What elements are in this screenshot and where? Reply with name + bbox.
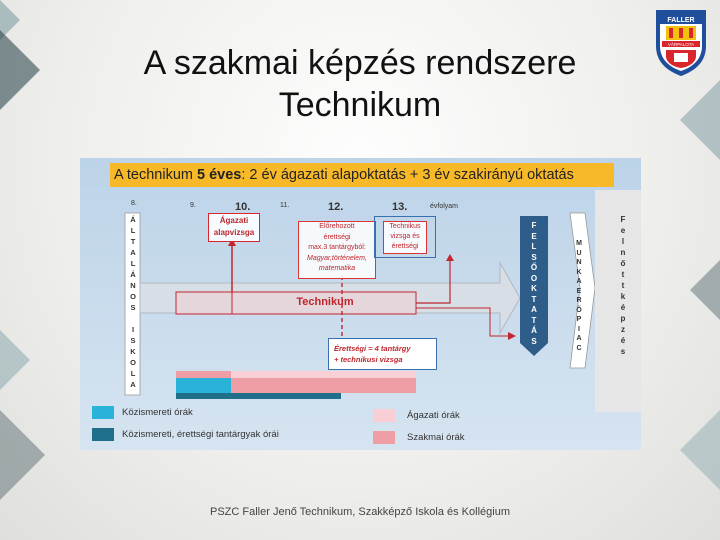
vertical-letter: O xyxy=(130,292,136,301)
agazati-alapvizsga-line1: Ágazati xyxy=(219,216,249,225)
vertical-letter: Á xyxy=(130,270,136,279)
title-line-2: Technikum xyxy=(278,86,442,124)
grade-10: 10. xyxy=(235,201,251,213)
vertical-letter: n xyxy=(620,248,626,257)
legend-kozismereti: Közismereti órák xyxy=(122,407,193,418)
vertical-letter: O xyxy=(130,358,136,367)
vertical-letter: T xyxy=(531,315,537,325)
legend-szakmai: Szakmai órák xyxy=(407,432,465,443)
vertical-letter: K xyxy=(130,347,136,356)
technikum-bar-label: Technikum xyxy=(296,296,354,308)
bar-szakmai xyxy=(231,378,416,393)
technikus-vizsga-box xyxy=(374,216,436,258)
legend-swatch-kozismereti-erettsegi xyxy=(92,428,114,441)
elorehozott-line2: érettségi xyxy=(323,233,351,241)
vertical-letter: A xyxy=(531,305,537,314)
vertical-letter: L xyxy=(130,369,136,378)
legend-kozismereti-erettsegi: Közismereti, érettségi tantárgyak órái xyxy=(122,429,279,440)
grade-13: 13. xyxy=(392,201,408,213)
elorehozott-line5: matematika xyxy=(318,265,356,272)
elorehozott-line1: Előrehozott xyxy=(319,223,355,230)
grade-12: 12. xyxy=(328,201,344,213)
vertical-letter: p xyxy=(620,314,626,323)
vertical-letter: k xyxy=(620,292,626,301)
technikus-line2: vizsga és xyxy=(390,233,420,240)
elorehozott-line4: Magyar,történelem, xyxy=(307,254,367,262)
vertical-letter: l xyxy=(621,237,625,246)
elorehozott-erettsegi-box xyxy=(298,221,376,279)
vertical-letter: L xyxy=(130,259,136,268)
grade-8: 8. xyxy=(131,200,137,207)
vertical-letter: M xyxy=(576,240,582,247)
vertical-letter: I xyxy=(131,325,135,334)
vertical-letter: s xyxy=(620,347,626,356)
grade-11: 11. xyxy=(280,202,290,209)
bar-kozismereti-erettsegi-b xyxy=(231,393,341,399)
vertical-letter: F xyxy=(620,215,626,224)
vertical-letter: é xyxy=(620,303,626,312)
corner-decoration-right xyxy=(660,80,720,540)
vertical-letter: z xyxy=(621,325,625,334)
technikus-vizsga-inner xyxy=(383,221,427,254)
corner-decoration-left xyxy=(0,0,60,540)
vertical-letter: E xyxy=(531,231,537,241)
erettsegi-note-box xyxy=(328,338,437,370)
bar-kozismereti xyxy=(176,378,231,393)
vertical-letter: ő xyxy=(620,259,626,268)
vertical-letter: R xyxy=(576,297,582,304)
vertical-letter: A xyxy=(576,335,582,342)
vertical-letter: K xyxy=(576,268,582,276)
legend-swatch-agazati xyxy=(373,409,395,422)
technikus-line3: érettségi xyxy=(391,243,419,250)
vertical-letter: I xyxy=(578,325,580,333)
bar-szakmai-row1a xyxy=(176,371,231,378)
slide-footer: PSZC Faller Jenő Technikum, Szakképző Iskola és Kollégium xyxy=(210,506,510,518)
technikum-diagram xyxy=(80,158,641,450)
agazati-alapvizsga-box xyxy=(208,213,260,242)
vertical-letter: N xyxy=(130,281,136,290)
vertical-letter: C xyxy=(576,344,582,352)
bar-kozismereti-erettsegi-a xyxy=(176,393,231,399)
vertical-letter: P xyxy=(576,316,582,323)
title-line-1: A szakmai képzés rendszere xyxy=(143,44,577,82)
vertical-letter: A xyxy=(130,380,136,389)
vertical-letter: S xyxy=(130,303,136,312)
vertical-letter: t xyxy=(621,281,625,290)
erettsegi-arrow-head xyxy=(508,332,516,340)
banner-prefix: A technikum xyxy=(114,167,198,183)
agazati-alapvizsga-line2: alapvizsga xyxy=(213,228,255,237)
legend-swatch-szakmai xyxy=(373,431,395,444)
vertical-letter: K xyxy=(531,284,537,293)
elorehozott-line3: max.3 tantárgyból: xyxy=(308,244,366,251)
vertical-letter: T xyxy=(130,237,136,246)
vertical-letter: S xyxy=(130,336,136,345)
vertical-letter: Ő xyxy=(576,306,582,314)
school-crest-logo xyxy=(652,6,710,78)
banner-suffix: : 2 év ágazati alapoktatás + 3 év szakirányú oktatás xyxy=(241,167,574,183)
vertical-letter: O xyxy=(530,273,538,283)
vertical-letter: t xyxy=(621,270,625,279)
bar-agazati xyxy=(231,371,416,378)
vertical-letter: E xyxy=(576,287,582,295)
logo-text-bottom: VÁRPALOTA xyxy=(667,42,695,47)
vertical-letter: A xyxy=(130,248,136,257)
erettsegi-note-line2: + technikusi vizsga xyxy=(334,355,403,364)
vertical-letter: e xyxy=(620,226,626,235)
vertical-letter: S xyxy=(531,252,537,262)
vertical-letter: L xyxy=(130,226,136,235)
vertical-letter: A xyxy=(576,278,582,285)
vertical-letter: Á xyxy=(531,326,537,335)
vertical-letter: Ő xyxy=(530,263,538,272)
felsooktatas-label xyxy=(527,222,541,348)
legend-swatch-kozismereti xyxy=(92,406,114,419)
vertical-letter: U xyxy=(576,249,582,257)
logo-text-top: FALLER xyxy=(667,17,695,24)
grade-9: 9. xyxy=(190,202,196,209)
vertical-letter: S xyxy=(531,336,537,346)
legend-agazati: Ágazati órák xyxy=(407,410,460,421)
slide-title xyxy=(60,42,660,126)
tovabbkepzes-label xyxy=(617,216,629,359)
evfolyam-label: évfolyam xyxy=(430,203,459,210)
vertical-letter: F xyxy=(531,221,537,230)
vertical-letter: N xyxy=(576,259,582,266)
vertical-letter: T xyxy=(531,294,537,304)
banner-bold: 5 éves xyxy=(197,167,242,183)
vertical-letter: Á xyxy=(130,215,136,224)
technikus-line1: Technikus xyxy=(389,223,421,230)
altalanos-iskola-label xyxy=(127,216,139,392)
munkaeropiac-label xyxy=(574,240,584,354)
vertical-letter: é xyxy=(620,336,626,345)
vertical-letter: L xyxy=(531,242,537,251)
erettsegi-note-line1: Érettségi = 4 tantárgy xyxy=(334,344,411,353)
technikus-arrow-head xyxy=(446,254,454,261)
